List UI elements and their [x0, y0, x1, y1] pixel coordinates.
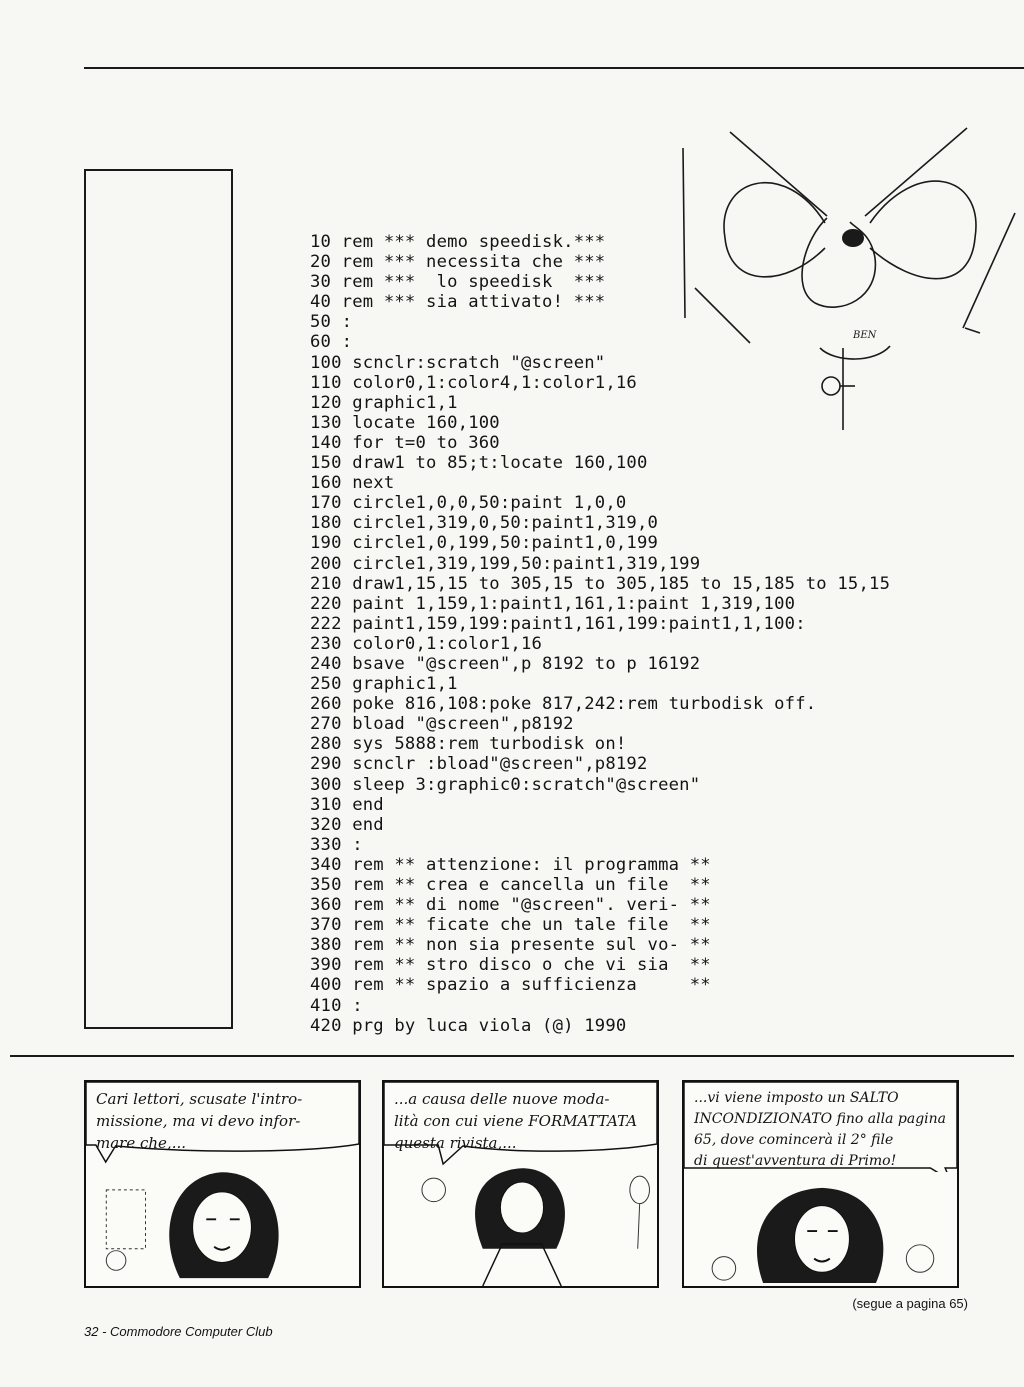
bow-tie-illustration	[675, 118, 1020, 438]
code-line: 270 bload "@screen",p8192	[310, 714, 574, 735]
code-line: 190 circle1,0,199,50:paint1,0,199	[310, 533, 659, 554]
code-line: 320 end	[310, 814, 384, 835]
code-line: 40 rem *** sia attivato! ***	[310, 292, 606, 313]
caption-line: di quest'avventura di Primo!	[694, 1153, 897, 1169]
code-line: 160 next	[310, 473, 395, 494]
code-line: 110 color0,1:color4,1:color1,16	[310, 372, 637, 393]
page-footer: 32 - Commodore Computer Club	[84, 1324, 273, 1339]
caption-line: Cari lettori, scusate l'intro-	[96, 1090, 303, 1108]
code-line: 410 :	[310, 995, 363, 1016]
code-line: 420 prg by luca viola (@) 1990	[310, 1015, 627, 1036]
code-line: 250 graphic1,1	[310, 674, 458, 695]
code-line: 30 rem *** lo speedisk ***	[310, 272, 606, 293]
continued-note: (segue a pagina 65)	[852, 1296, 968, 1311]
code-line: 170 circle1,0,0,50:paint 1,0,0	[310, 493, 627, 514]
comic-caption-3	[686, 1084, 955, 1176]
bottom-rule	[10, 1055, 1014, 1057]
sidebar-box	[84, 169, 233, 1029]
code-line: 300 sleep 3:graphic0:scratch"@screen"	[310, 774, 701, 795]
code-line: 200 circle1,319,199,50:paint1,319,199	[310, 553, 701, 574]
code-line: 370 rem ** ficate che un tale file **	[310, 915, 711, 936]
code-line: 130 locate 160,100	[310, 412, 500, 433]
code-line: 220 paint 1,159,1:paint1,161,1:paint 1,319,100	[310, 593, 796, 614]
code-line: 280 sys 5888:rem turbodisk on!	[310, 734, 627, 755]
code-line: 180 circle1,319,0,50:paint1,319,0	[310, 513, 659, 534]
code-line: 60 :	[310, 332, 353, 353]
comic-caption-2	[386, 1084, 655, 1156]
comic-caption-1	[88, 1084, 357, 1156]
code-line: 10 rem *** demo speedisk.***	[310, 232, 606, 252]
caption-line: lità con cui viene FORMATTATA	[394, 1112, 638, 1130]
code-line: 290 scnclr :bload"@screen",p8192	[310, 754, 648, 775]
caption-line: questa rivista,...	[394, 1134, 517, 1152]
caption-line: ...vi viene imposto un SALTO	[694, 1090, 899, 1106]
code-line: 340 rem ** attenzione: il programma **	[310, 854, 711, 875]
caption-line: INCONDIZIONATO fino alla pagina	[694, 1111, 947, 1127]
comic-panel-1	[84, 1080, 361, 1288]
code-line: 140 for t=0 to 360	[310, 432, 500, 453]
code-line: 240 bsave "@screen",p 8192 to p 16192	[310, 653, 701, 674]
top-rule	[84, 67, 1024, 69]
code-line: 400 rem ** spazio a sufficienza **	[310, 975, 711, 996]
code-line: 330 :	[310, 834, 363, 855]
code-line: 50 :	[310, 312, 353, 333]
code-line: 20 rem *** necessita che ***	[310, 252, 606, 273]
bow-signature: BEN	[853, 330, 877, 341]
code-line: 380 rem ** non sia presente sul vo- **	[310, 935, 711, 956]
code-line: 350 rem ** crea e cancella un file **	[310, 875, 711, 895]
comic-panel-3	[682, 1080, 959, 1288]
code-line: 390 rem ** stro disco o che vi sia **	[310, 955, 711, 976]
code-line: 120 graphic1,1	[310, 392, 458, 413]
code-line: 210 draw1,15,15 to 305,15 to 305,185 to 15,185 to 15,15	[310, 573, 891, 594]
caption-line: ...a causa delle nuove moda-	[394, 1090, 610, 1108]
code-line: 360 rem ** di nome "@screen". veri- **	[310, 895, 711, 916]
code-line: 260 poke 816,108:poke 817,242:rem turbodisk off.	[310, 694, 817, 715]
caption-line: 65, dove comincerà il 2° file	[694, 1132, 894, 1148]
comic-panel-2	[382, 1080, 659, 1288]
code-line: 100 scnclr:scratch "@screen"	[310, 352, 606, 373]
code-line: 310 end	[310, 794, 384, 815]
code-line: 222 paint1,159,199:paint1,161,199:paint1,1,100:	[310, 613, 806, 634]
code-line: 230 color0,1:color1,16	[310, 633, 543, 654]
code-line: 150 draw1 to 85;t:locate 160,100	[310, 453, 648, 474]
caption-line: missione, ma vi devo infor-	[96, 1112, 301, 1130]
caption-line: mare che,...	[96, 1134, 186, 1152]
